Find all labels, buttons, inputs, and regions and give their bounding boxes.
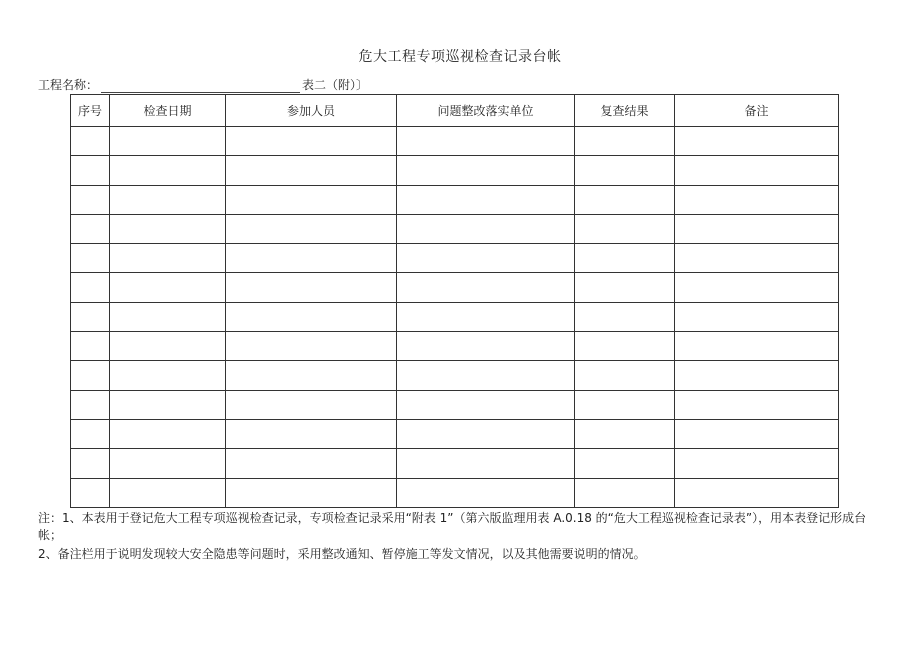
table-cell[interactable] xyxy=(575,302,675,331)
table-cell[interactable] xyxy=(675,419,839,448)
table-cell[interactable] xyxy=(675,478,839,507)
column-header-participants: 参加人员 xyxy=(226,95,397,127)
table-number-label: 表二（附）〕 xyxy=(302,78,369,92)
table-cell[interactable] xyxy=(71,127,110,156)
table-row xyxy=(71,390,839,419)
note-1: 注：1、本表用于登记危大工程专项巡视检查记录，专项检查记录采用“附表 1”（第六版监理用表 A.0.18 的“危大工程巡视检查记录表”），用本表登记形成台帐； xyxy=(38,511,867,542)
column-header-recheck-result: 复查结果 xyxy=(575,95,675,127)
table-cell[interactable] xyxy=(71,332,110,361)
table-cell[interactable] xyxy=(110,214,226,243)
table-cell[interactable] xyxy=(575,449,675,478)
table-cell[interactable] xyxy=(226,361,397,390)
table-row xyxy=(71,449,839,478)
table-row xyxy=(71,302,839,331)
table-cell[interactable] xyxy=(110,273,226,302)
table-cell[interactable] xyxy=(397,156,575,185)
document-title: 危大工程专项巡视检查记录台帐 xyxy=(358,49,562,65)
table-cell[interactable] xyxy=(675,302,839,331)
table-cell[interactable] xyxy=(397,302,575,331)
column-header-remarks: 备注 xyxy=(675,95,839,127)
table-cell[interactable] xyxy=(675,332,839,361)
table-cell[interactable] xyxy=(110,244,226,273)
table-cell[interactable] xyxy=(71,273,110,302)
table-cell[interactable] xyxy=(397,273,575,302)
table-cell[interactable] xyxy=(675,214,839,243)
table-cell[interactable] xyxy=(397,332,575,361)
table-cell[interactable] xyxy=(110,361,226,390)
table-cell[interactable] xyxy=(71,302,110,331)
column-header-index: 序号 xyxy=(71,95,110,127)
table-cell[interactable] xyxy=(110,419,226,448)
table-cell[interactable] xyxy=(675,390,839,419)
project-name-label: 工程名称： xyxy=(38,78,99,92)
table-cell[interactable] xyxy=(110,449,226,478)
table-cell[interactable] xyxy=(575,273,675,302)
table-cell[interactable] xyxy=(110,302,226,331)
table-cell[interactable] xyxy=(575,127,675,156)
note-2: 2、备注栏用于说明发现较大安全隐患等问题时，采用整改通知、暂停施工等发文情况，以及其他需要说明的情况。 xyxy=(38,547,646,561)
table-cell[interactable] xyxy=(575,419,675,448)
table-cell[interactable] xyxy=(397,361,575,390)
table-cell[interactable] xyxy=(226,478,397,507)
column-header-date: 检查日期 xyxy=(110,95,226,127)
table-body xyxy=(71,127,839,508)
table-cell[interactable] xyxy=(110,156,226,185)
table-cell[interactable] xyxy=(397,214,575,243)
table-cell[interactable] xyxy=(675,273,839,302)
table-row xyxy=(71,185,839,214)
table-cell[interactable] xyxy=(71,390,110,419)
table-cell[interactable] xyxy=(226,185,397,214)
table-cell[interactable] xyxy=(397,185,575,214)
table-cell[interactable] xyxy=(71,419,110,448)
table-row xyxy=(71,214,839,243)
table-cell[interactable] xyxy=(226,332,397,361)
table-cell[interactable] xyxy=(110,332,226,361)
table-cell[interactable] xyxy=(226,156,397,185)
table-cell[interactable] xyxy=(675,244,839,273)
table-cell[interactable] xyxy=(575,244,675,273)
table-cell[interactable] xyxy=(110,185,226,214)
table-row xyxy=(71,419,839,448)
table-cell[interactable] xyxy=(226,419,397,448)
table-cell[interactable] xyxy=(575,185,675,214)
table-cell[interactable] xyxy=(71,478,110,507)
table-cell[interactable] xyxy=(226,449,397,478)
inspection-ledger-table xyxy=(70,94,839,508)
table-cell[interactable] xyxy=(675,156,839,185)
project-info-line xyxy=(38,76,368,93)
table-cell[interactable] xyxy=(71,244,110,273)
table-row xyxy=(71,244,839,273)
column-header-responsible-unit: 问题整改落实单位 xyxy=(397,95,575,127)
table-cell[interactable] xyxy=(397,478,575,507)
table-cell[interactable] xyxy=(675,361,839,390)
table-row xyxy=(71,273,839,302)
table-row xyxy=(71,127,839,156)
table-cell[interactable] xyxy=(675,185,839,214)
table-row xyxy=(71,332,839,361)
table-header-row xyxy=(71,95,839,127)
table-cell[interactable] xyxy=(226,273,397,302)
table-cell[interactable] xyxy=(575,390,675,419)
project-name-field[interactable] xyxy=(101,80,300,93)
table-cell[interactable] xyxy=(226,214,397,243)
table-cell[interactable] xyxy=(397,390,575,419)
table-cell[interactable] xyxy=(71,185,110,214)
table-cell[interactable] xyxy=(675,449,839,478)
table-cell[interactable] xyxy=(71,156,110,185)
table-cell[interactable] xyxy=(226,127,397,156)
table-row xyxy=(71,156,839,185)
table-cell[interactable] xyxy=(110,478,226,507)
table-cell[interactable] xyxy=(71,361,110,390)
table-cell[interactable] xyxy=(226,302,397,331)
table-cell[interactable] xyxy=(397,419,575,448)
table-cell[interactable] xyxy=(575,332,675,361)
notes-section xyxy=(38,510,868,565)
table-cell[interactable] xyxy=(110,127,226,156)
table-cell[interactable] xyxy=(575,478,675,507)
table-row xyxy=(71,478,839,507)
table-cell[interactable] xyxy=(397,449,575,478)
table-cell[interactable] xyxy=(226,390,397,419)
table-cell[interactable] xyxy=(397,244,575,273)
table-cell[interactable] xyxy=(71,449,110,478)
table-row xyxy=(71,361,839,390)
table-cell[interactable] xyxy=(71,214,110,243)
table-cell[interactable] xyxy=(226,244,397,273)
table-cell[interactable] xyxy=(110,390,226,419)
table-cell[interactable] xyxy=(675,127,839,156)
table-cell[interactable] xyxy=(397,127,575,156)
table-cell[interactable] xyxy=(575,156,675,185)
table-cell[interactable] xyxy=(575,214,675,243)
table-cell[interactable] xyxy=(575,361,675,390)
